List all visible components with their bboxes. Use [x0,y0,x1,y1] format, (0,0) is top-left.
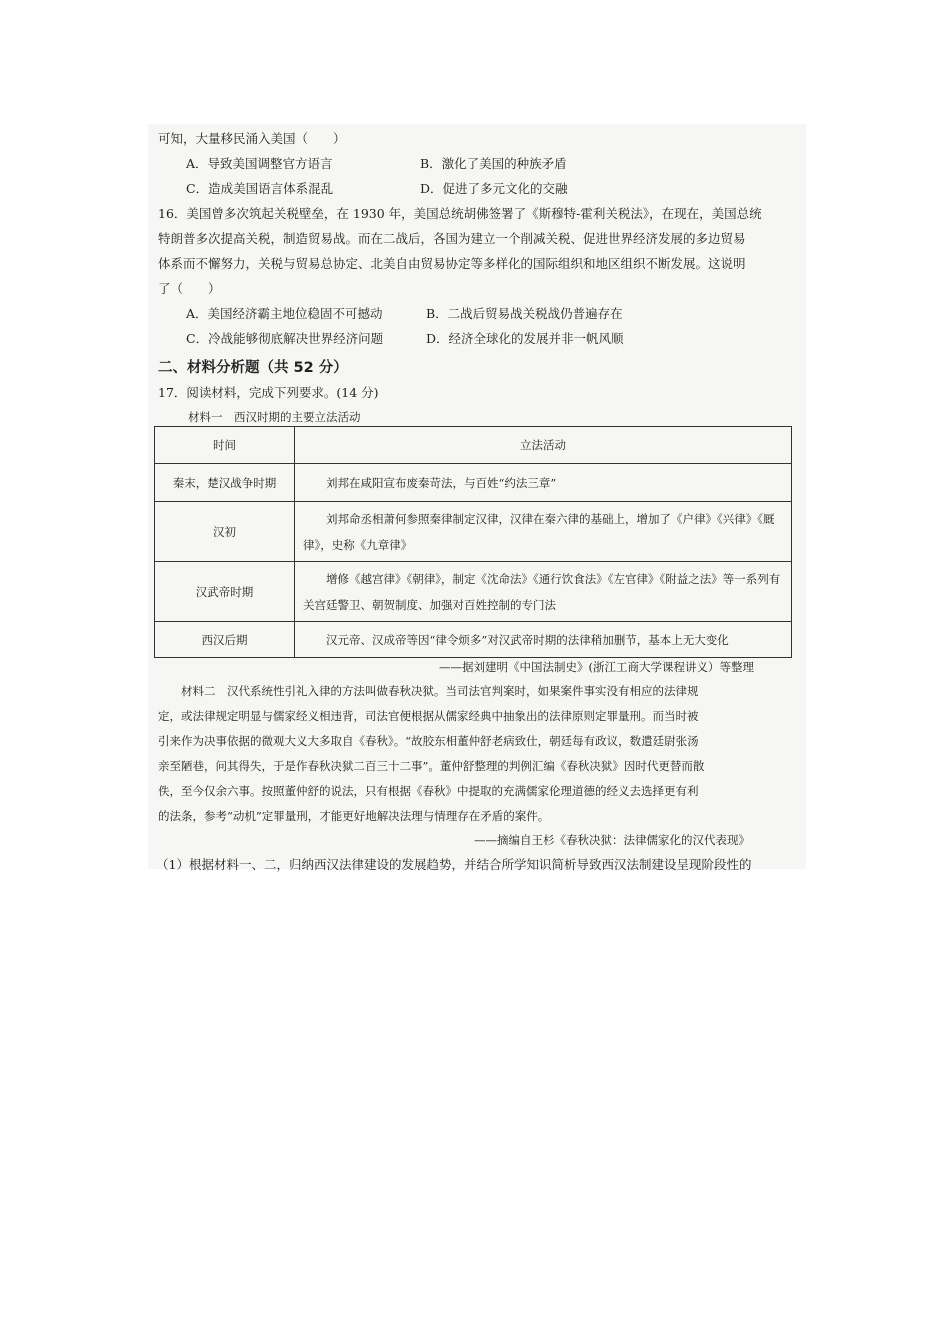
legislation-table [154,426,792,658]
table-cell-activity: 增修《越宫律》《朝律》，制定《沈命法》《通行饮食法》《左官律》《附益之法》等一系列有关宫廷警卫、朝贺制度、加强对百姓控制的专门法 [295,562,792,622]
table-cell-time: 汉武帝时期 [155,562,295,622]
q15-option-c: C．造成美国语言体系混乱 [186,181,334,196]
table-header-row [155,427,792,464]
material2-source: ——摘编自王杉《春秋决狱：法律儒家化的汉代表现》 [474,833,750,847]
material2-line-4: 亲至陋巷，问其得失，于是作春秋决狱二百三十二事”。董仲舒整理的判例汇编《春秋决狱》因时代更替而散 [158,759,705,773]
material2-line-5: 佚，至今仅余六事。按照董仲舒的说法，只有根据《春秋》中提取的充满儒家伦理道德的经义去选择更有利 [158,784,699,798]
table-row [155,502,792,562]
table-row [155,464,792,502]
table-cell-activity: 刘邦命丞相萧何参照秦律制定汉律，汉律在秦六律的基础上，增加了《户律》《兴律》《厩律》，史称《九章律》 [295,502,792,562]
q17-sub-question-1: （1）根据材料一、二，归纳西汉法律建设的发展趋势，并结合所学知识简析导致西汉法制建设呈现阶段性的 [156,857,752,872]
q16-option-c: C．冷战能够彻底解决世界经济问题 [186,331,384,346]
q15-option-b: B．激化了美国的种族矛盾 [420,156,567,171]
table-row [155,562,792,622]
table-cell-time: 汉初 [155,502,295,562]
q16-line-4: 了（ ） [158,281,221,296]
table-cell-time: 西汉后期 [155,622,295,658]
material1-source: ——据刘建明《中国法制史》(浙江工商大学课程讲义）等整理 [439,660,754,674]
table-row [155,622,792,658]
table-cell-time: 秦末，楚汉战争时期 [155,464,295,502]
q16-option-b: B．二战后贸易战关税战仍普遍存在 [426,306,623,321]
q16-line-3: 体系而不懈努力，关税与贸易总协定、北美自由贸易协定等多样化的国际组织和地区组织不断发展。这说明 [158,256,746,271]
q16-line-2: 特朗普多次提高关税，制造贸易战。而在二战后，各国为建立一个削减关税、促进世界经济发展的多边贸易 [158,231,746,246]
q16-option-a: A．美国经济霸主地位稳固不可撼动 [186,306,383,321]
q17-stem: 17．阅读材料，完成下列要求。(14 分) [158,385,379,400]
material2-line-3: 引来作为决事依据的微观大义大多取自《春秋》。“故胶东相董仲舒老病致仕，朝廷每有政议，数遣廷尉张汤 [158,734,699,748]
table-cell-activity: 汉元帝、汉成帝等因“律令烦多”对汉武帝时期的法律稍加删节，基本上无大变化 [295,622,792,658]
q16-line-1: 16．美国曾多次筑起关税壁垒，在 1930 年，美国总统胡佛签署了《斯穆特-霍利关税法》，在现在，美国总统 [158,206,762,221]
material2-line-2: 定，或法律规定明显与儒家经义相违背，司法官便根据从儒家经典中抽象出的法律原则定罪量刑。而当时被 [158,709,699,723]
q15-option-d: D．促进了多元文化的交融 [420,181,568,196]
q15-option-a: A．导致美国调整官方语言 [186,156,333,171]
table-header-activity: 立法活动 [295,427,792,464]
table-header-time: 时间 [155,427,295,464]
q15-stem-tail: 可知，大量移民涌入美国（ ） [158,131,346,146]
material2-line-6: 的法条，参考“动机”定罪量刑，才能更好地解决法理与情理存在矛盾的案件。 [158,809,550,823]
section-title: 二、材料分析题（共 52 分） [158,360,348,376]
material2-line-1: 材料二 汉代系统性引礼入律的方法叫做春秋决狱。当司法官判案时，如果案件事实没有相应的法律规 [158,684,699,698]
material1-caption: 材料一 西汉时期的主要立法活动 [188,410,361,424]
q16-option-d: D．经济全球化的发展并非一帆风顺 [426,331,624,346]
table-cell-activity: 刘邦在咸阳宣布废秦苛法，与百姓“约法三章” [295,464,792,502]
